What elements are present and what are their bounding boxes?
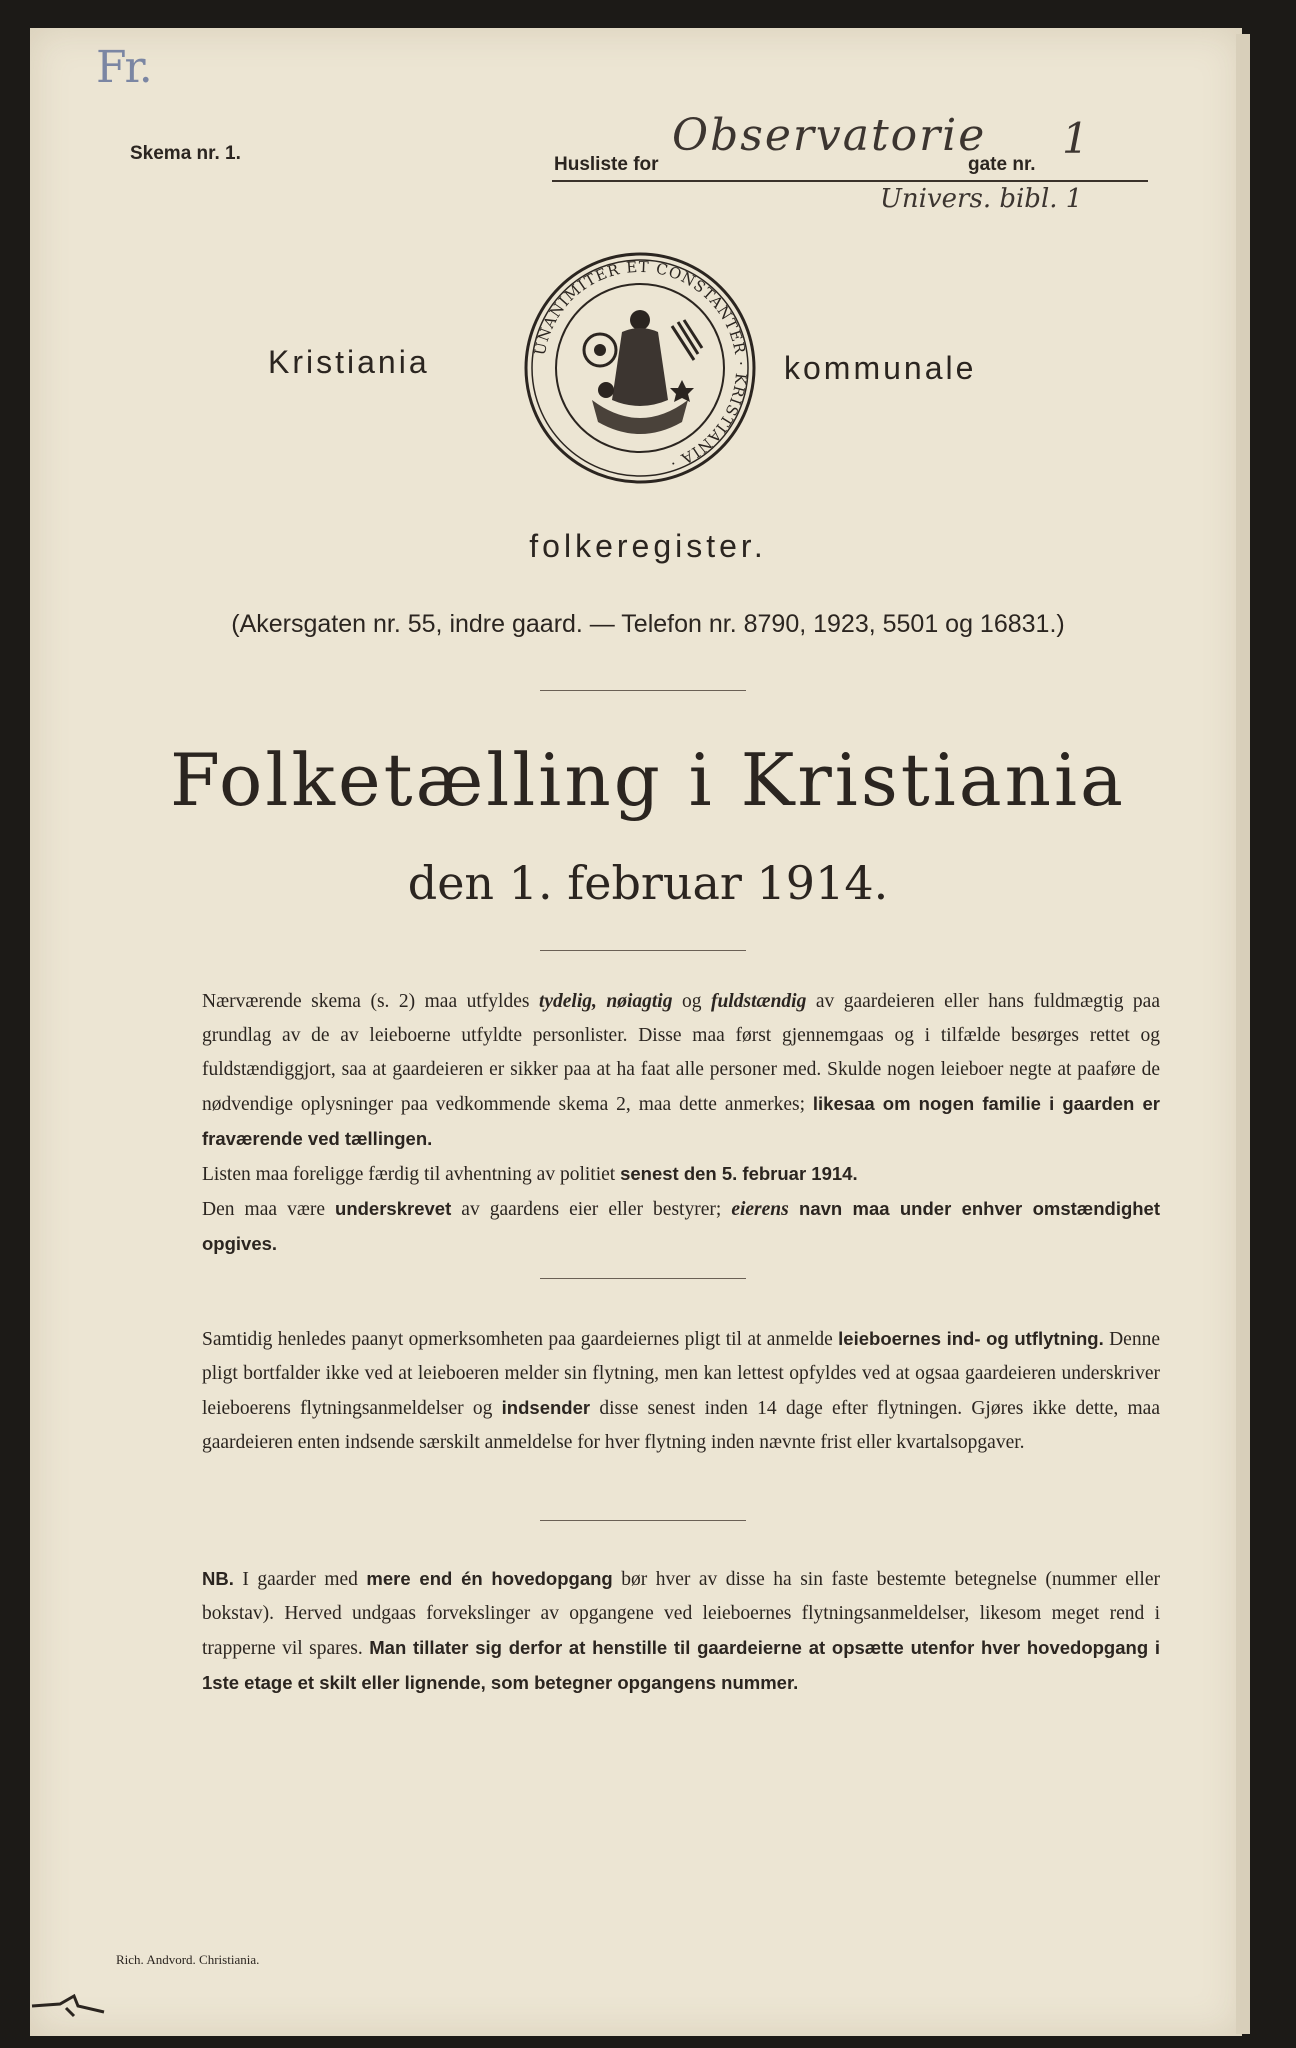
bold-text: senest den 5. februar 1914.: [620, 1163, 858, 1184]
masthead-left: Kristiania: [268, 344, 430, 380]
nb-label: NB.: [202, 1568, 234, 1589]
subtitle-folkeregister: folkeregister.: [529, 528, 767, 564]
bold-text: Man tillater sig derfor at henstille til gaardeierne at opsætte utenfor hver hovedopgang i 1ste etage et skilt eller lignende, som betegner opgangens nummer.: [202, 1637, 1161, 1693]
paragraph-1: Nærværende skema (s. 2) maa utfyldes tydelig, nøiagtig og fuldstændig av gaardeieren eller hans fuldmægtig paa grundlag av de av leieboerne utfyldte personlister. Disse maa først gjennemgaas og i tilfælde besørges rettet og fuldstændiggjort, saa at gaardeieren er sikker paa at ha faat alle personer med. Skulde nogen leieboer negte at paaføre de nødvendige oplysninger paa vedkommende skema 2, maa dette anmerkes; likesaa om nogen familie i gaarden er fraværende ved tællingen.: [202, 991, 1160, 1149]
husliste-label: Husliste for: [554, 154, 659, 175]
emphasis-text: tydelig, nøiagtig: [538, 991, 673, 1012]
husliste-line: [552, 110, 1148, 182]
paragraph-3: Den maa være underskrevet av gaardens eier eller bestyrer; eierens navn maa under enhver omstændighet opgives.: [202, 1198, 1161, 1254]
bold-text: leieboernes ind- og utflytning.: [838, 1328, 1104, 1349]
city-seal-icon: [522, 250, 758, 486]
svg-text:UNANIMITER ET CONSTANTER · KRI: UNANIMITER ET CONSTANTER · KRISTIANIA ·: [530, 257, 751, 473]
paragraph-4: Samtidig henledes paanyt opmerksomheten paa gaardeiernes pligt til at anmelde leieboernes ind- og utflytning. Denne pligt bortfalder ikke ved at leieboeren melder sin flytning, men kan lettest opfyldes ved at ogsaa gaardeieren underskriver leieboerens flytningsanmeldelser og indsender disse senest inden 14 dage efter flytningen. Gjøres ikke dette, maa gaardeieren enten indsende særskilt anmeldelse for hver flytning inden nævnte frist eller kvartalsopgaver.: [202, 1328, 1160, 1453]
divider: [540, 950, 746, 951]
bold-text: navn maa under enhver omstændighet opgives.: [202, 1198, 1161, 1254]
ink-scribble-icon: [30, 1990, 110, 2020]
divider: [540, 1278, 746, 1279]
printer-credit: Rich. Andvord. Christiania.: [116, 1952, 260, 1967]
schema-number: Skema nr. 1.: [130, 143, 241, 164]
paragraph-5: NB. I gaarder med mere end én hovedopgang bør hver av disse ha sin faste bestemte betegnelse (nummer eller bokstav). Herved undgaas forvekslinger av opgangene ved leieboernes flytningsanmeldelser, likesom meget rend i trapperne vil spares. Man tillater sig derfor at henstille til gaardeierne at opsætte utenfor hver hovedopgang i 1ste etage et skilt eller lignende, som betegner opgangens nummer.: [202, 1568, 1161, 1693]
gate-number-handwritten: 1: [1062, 114, 1089, 163]
handwritten-annotation: Univers. bibl. 1: [880, 184, 1083, 214]
page-title: Folketælling i Kristiania: [170, 738, 1126, 822]
bold-text: indsender: [501, 1397, 591, 1418]
office-address: (Akersgaten nr. 55, indre gaard. — Telefon nr. 8790, 1923, 5501 og 16831.): [231, 610, 1065, 638]
divider: [540, 1520, 746, 1521]
bold-text: underskrevet: [335, 1198, 452, 1219]
bold-text: likesaa om nogen familie i gaarden er fraværende ved tællingen.: [202, 1093, 1160, 1149]
stamp-mark: Fr.: [96, 42, 151, 93]
page-edge: [1236, 34, 1250, 2034]
paragraph-nb: [124, 1562, 1160, 1701]
paragraph-2: Listen maa foreligge færdig til avhentning av politiet senest den 5. februar 1914.: [202, 1163, 858, 1185]
bold-text: mere end én hovedopgang: [366, 1568, 613, 1589]
emphasis-text: fuldstændig: [710, 991, 807, 1012]
street-name-handwritten: Observatorie: [672, 110, 987, 161]
census-date: den 1. februar 1914.: [407, 856, 889, 910]
masthead-right: kommunale: [784, 350, 977, 386]
gate-label: gate nr.: [968, 154, 1036, 175]
emphasis-text: eierens: [731, 1199, 789, 1220]
paragraph-instructions: [124, 985, 1160, 1262]
paragraph-moving-notice: [124, 1322, 1160, 1460]
divider: [540, 690, 746, 691]
